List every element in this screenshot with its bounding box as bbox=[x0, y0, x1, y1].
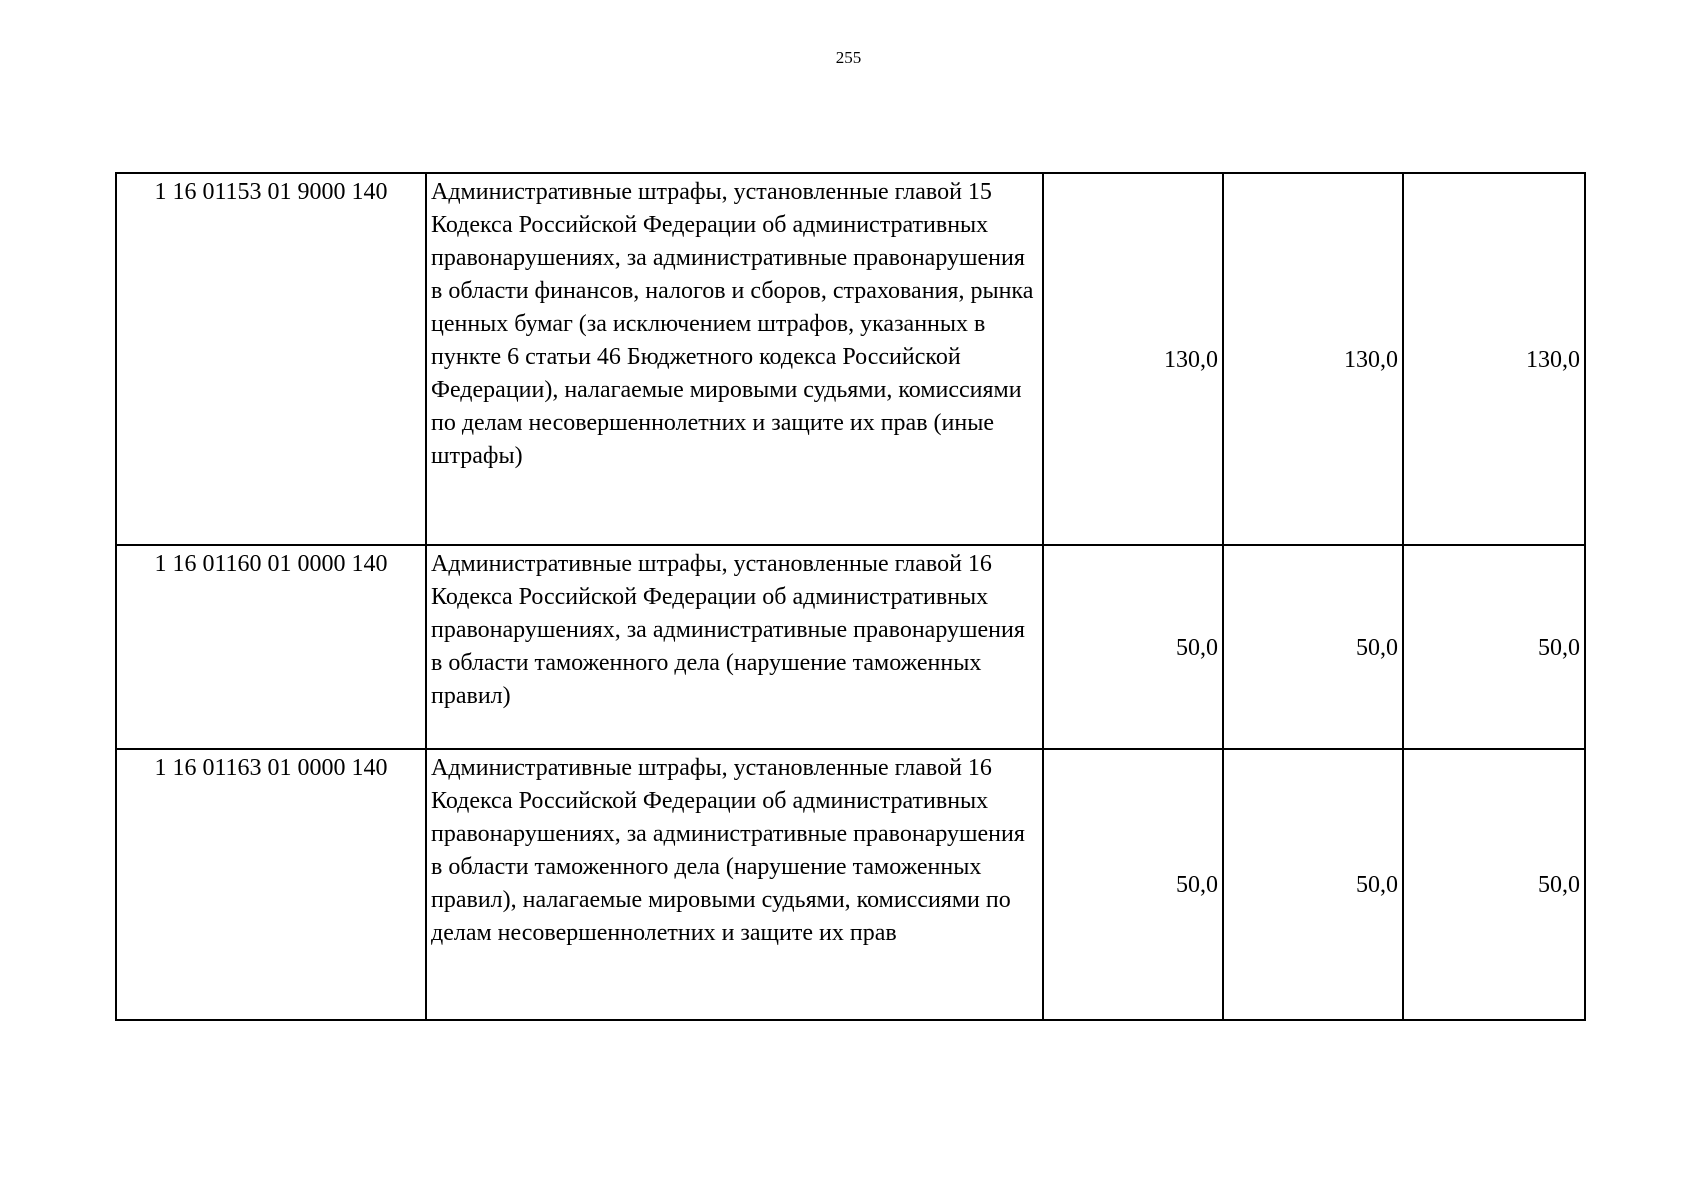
amount-cell: 50,0 bbox=[1403, 545, 1585, 749]
amount-cell: 50,0 bbox=[1403, 749, 1585, 1020]
amount-cell: 130,0 bbox=[1403, 173, 1585, 545]
page-number: 255 bbox=[835, 48, 862, 67]
revenue-name-cell: Административные штрафы, установленные главой 15 Кодекса Российской Федерации об административных правонарушениях, за административные правонарушения в области финансов, налогов и сборов, страхования, рынка ценных бумаг (за исключением штрафов, указанных в пункте 6 статьи 46 Бюджетного кодекса Российской Федерации), налагаемые мировыми судьями, комиссиями по делам несовершеннолетних и защите их прав (иные штрафы) bbox=[426, 173, 1043, 545]
table-row bbox=[116, 749, 1585, 1020]
amount-cell: 50,0 bbox=[1223, 545, 1403, 749]
revenue-code-cell: 1 16 01153 01 9000 140 bbox=[116, 173, 426, 545]
amount-cell: 50,0 bbox=[1043, 545, 1223, 749]
revenue-name-cell: Административные штрафы, установленные главой 16 Кодекса Российской Федерации об административных правонарушениях, за административные правонарушения в области таможенного дела (нарушение таможенных правил), налагаемые мировыми судьями, комиссиями по делам несовершеннолетних и защите их прав bbox=[426, 749, 1043, 1020]
amount-cell: 130,0 bbox=[1223, 173, 1403, 545]
revenue-name-cell: Административные штрафы, установленные главой 16 Кодекса Российской Федерации об административных правонарушениях, за административные правонарушения в области таможенного дела (нарушение таможенных правил) bbox=[426, 545, 1043, 749]
table-row bbox=[116, 545, 1585, 749]
table-row bbox=[116, 173, 1585, 545]
amount-cell: 50,0 bbox=[1223, 749, 1403, 1020]
budget-revenue-table bbox=[115, 172, 1586, 1021]
revenue-code-cell: 1 16 01163 01 0000 140 bbox=[116, 749, 426, 1020]
revenue-code-cell: 1 16 01160 01 0000 140 bbox=[116, 545, 426, 749]
amount-cell: 50,0 bbox=[1043, 749, 1223, 1020]
amount-cell: 130,0 bbox=[1043, 173, 1223, 545]
